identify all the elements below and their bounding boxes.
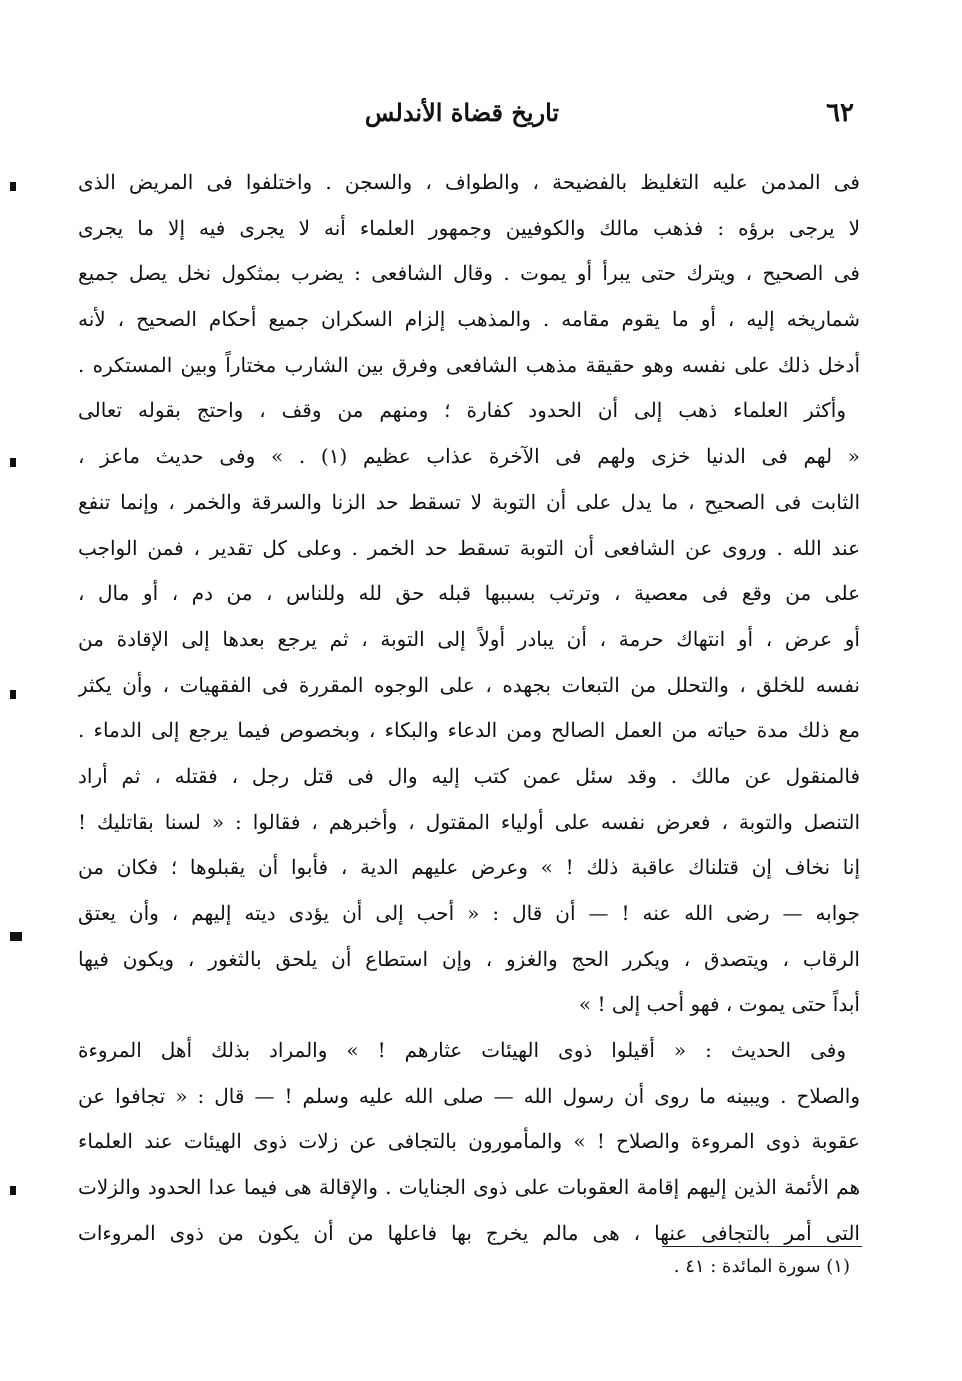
text-line: التى أمر بالتجافى عنها ، هى مالم يخرج بها فاعلها من أن يكون من ذوى المروءات [78, 1220, 860, 1245]
text-line: التنصل والتوبة ، فعرض نفسه على أولياء المقتول ، وأخبرهم ، فقالوا : « لسنا بقاتليك ! [78, 809, 860, 834]
page-header [70, 96, 854, 140]
text-line: على من وقع فى معصية ، وترتب بسببها قبله حق لله وللناس ، من دم ، أو مال ، [78, 581, 860, 606]
body-text [78, 160, 860, 1257]
scan-mark [10, 1186, 16, 1195]
text-line: هم الأئمة الذين إليهم إقامة العقوبات على ذوى الجنايات . والإقالة هى فيما عدا الحدود والزلات [78, 1175, 860, 1200]
text-line: عند الله . وروى عن الشافعى أن التوبة تسقط حد الخمر . وعلى كل تقدير ، فمن الواجب [78, 535, 860, 560]
text-line: فى المدمن عليه التغليظ بالفضيحة ، والطواف ، والسجن . واختلفوا فى المريض الذى [78, 170, 860, 194]
footnote: (١) سورة المائدة : ٤١ . [673, 1256, 850, 1277]
text-line: مع ذلك مدة حياته من العمل الصالح ومن الدعاء والبكاء ، وبخصوص فيما يرجع إلى الدماء . [78, 718, 860, 743]
text-line: فالمنقول عن مالك . وقد سئل عمن كتب إليه وال فى قتل رجل ، فقتله ، ثم أراد [78, 763, 860, 788]
page-number: ٦٢ [826, 98, 854, 128]
text-line: الرقاب ، ويتصدق ، ويكرر الحج والغزو ، وإن استطاع أن يلحق بالثغور ، ويكون فيها [78, 946, 860, 971]
text-line: شماريخه إليه ، أو ما يقوم مقامه . والمذهب إلزام السكران جميع أحكام الصحيح ، لأنه [78, 307, 860, 332]
text-line: نفسه للخلق ، والتحلل من التبعات بجهده ، على الوجوه المقررة فى الفقهيات ، وأن يكثر [78, 672, 860, 697]
text-line: والصلاح . ويبينه ما روى أن رسول الله — صلى الله عليه وسلم ! — قال : « تجافوا عن [78, 1083, 860, 1108]
text-line: « لهم فى الدنيا خزى ولهم فى الآخرة عذاب عظيم (١) . » وفى حديث ماعز ، [78, 444, 860, 469]
text-line: أبداً حتى يموت ، فهو أحب إلى ! » [578, 992, 860, 1017]
scan-mark [10, 182, 16, 191]
scan-mark [10, 458, 16, 467]
text-line: وفى الحديث : « أقيلوا ذوى الهيئات عثارهم ! » والمراد بذلك أهل المروءة [78, 1038, 846, 1063]
running-title: تاريخ قضاة الأندلس [364, 98, 560, 127]
text-line: الثابت فى الصحيح ، ما يدل على أن التوبة لا تسقط حد الزنا والسرقة والخمر ، وإنما تنفع [78, 489, 860, 514]
text-line: وأكثر العلماء ذهب إلى أن الحدود كفارة ؛ ومنهم من وقف ، واحتج بقوله تعالى [78, 398, 846, 423]
text-line: عقوبة ذوى المروءة والصلاح ! » والمأمورون بالتجافى عن زلات ذوى الهيئات عند العلماء [78, 1129, 860, 1154]
text-line: إنا نخاف إن قتلناك عاقبة ذلك ! » وعرض عليهم الدية ، فأبوا أن يقبلوها ؛ فكان من [78, 855, 860, 880]
text-line: فى الصحيح ، ويترك حتى يبرأ أو يموت . وقال الشافعى : يضرب بمثكول نخل يصل جميع [78, 261, 860, 286]
text-line: جوابه — رضى الله عنه ! — أن قال : « أحب إلى أن يؤدى ديته إليهم ، وأن يعتق [78, 901, 860, 925]
scan-mark [10, 932, 22, 941]
text-line: أو عرض ، أو انتهاك حرمة ، أن يبادر أولاً إلى التوبة ، ثم يرجع بعدها إلى الإقادة من [78, 626, 860, 651]
footnote-rule [662, 1246, 862, 1247]
scan-mark [10, 690, 16, 699]
text-line: أدخل ذلك على نفسه وهو حقيقة مذهب الشافعى وفرق بين الشارب مختاراً وبين المستكره . [78, 352, 860, 377]
text-line: لا يرجى برؤه : فذهب مالك والكوفيين وجمهور العلماء أنه لا يجرى فيه إلا ما يجرى [78, 215, 860, 240]
